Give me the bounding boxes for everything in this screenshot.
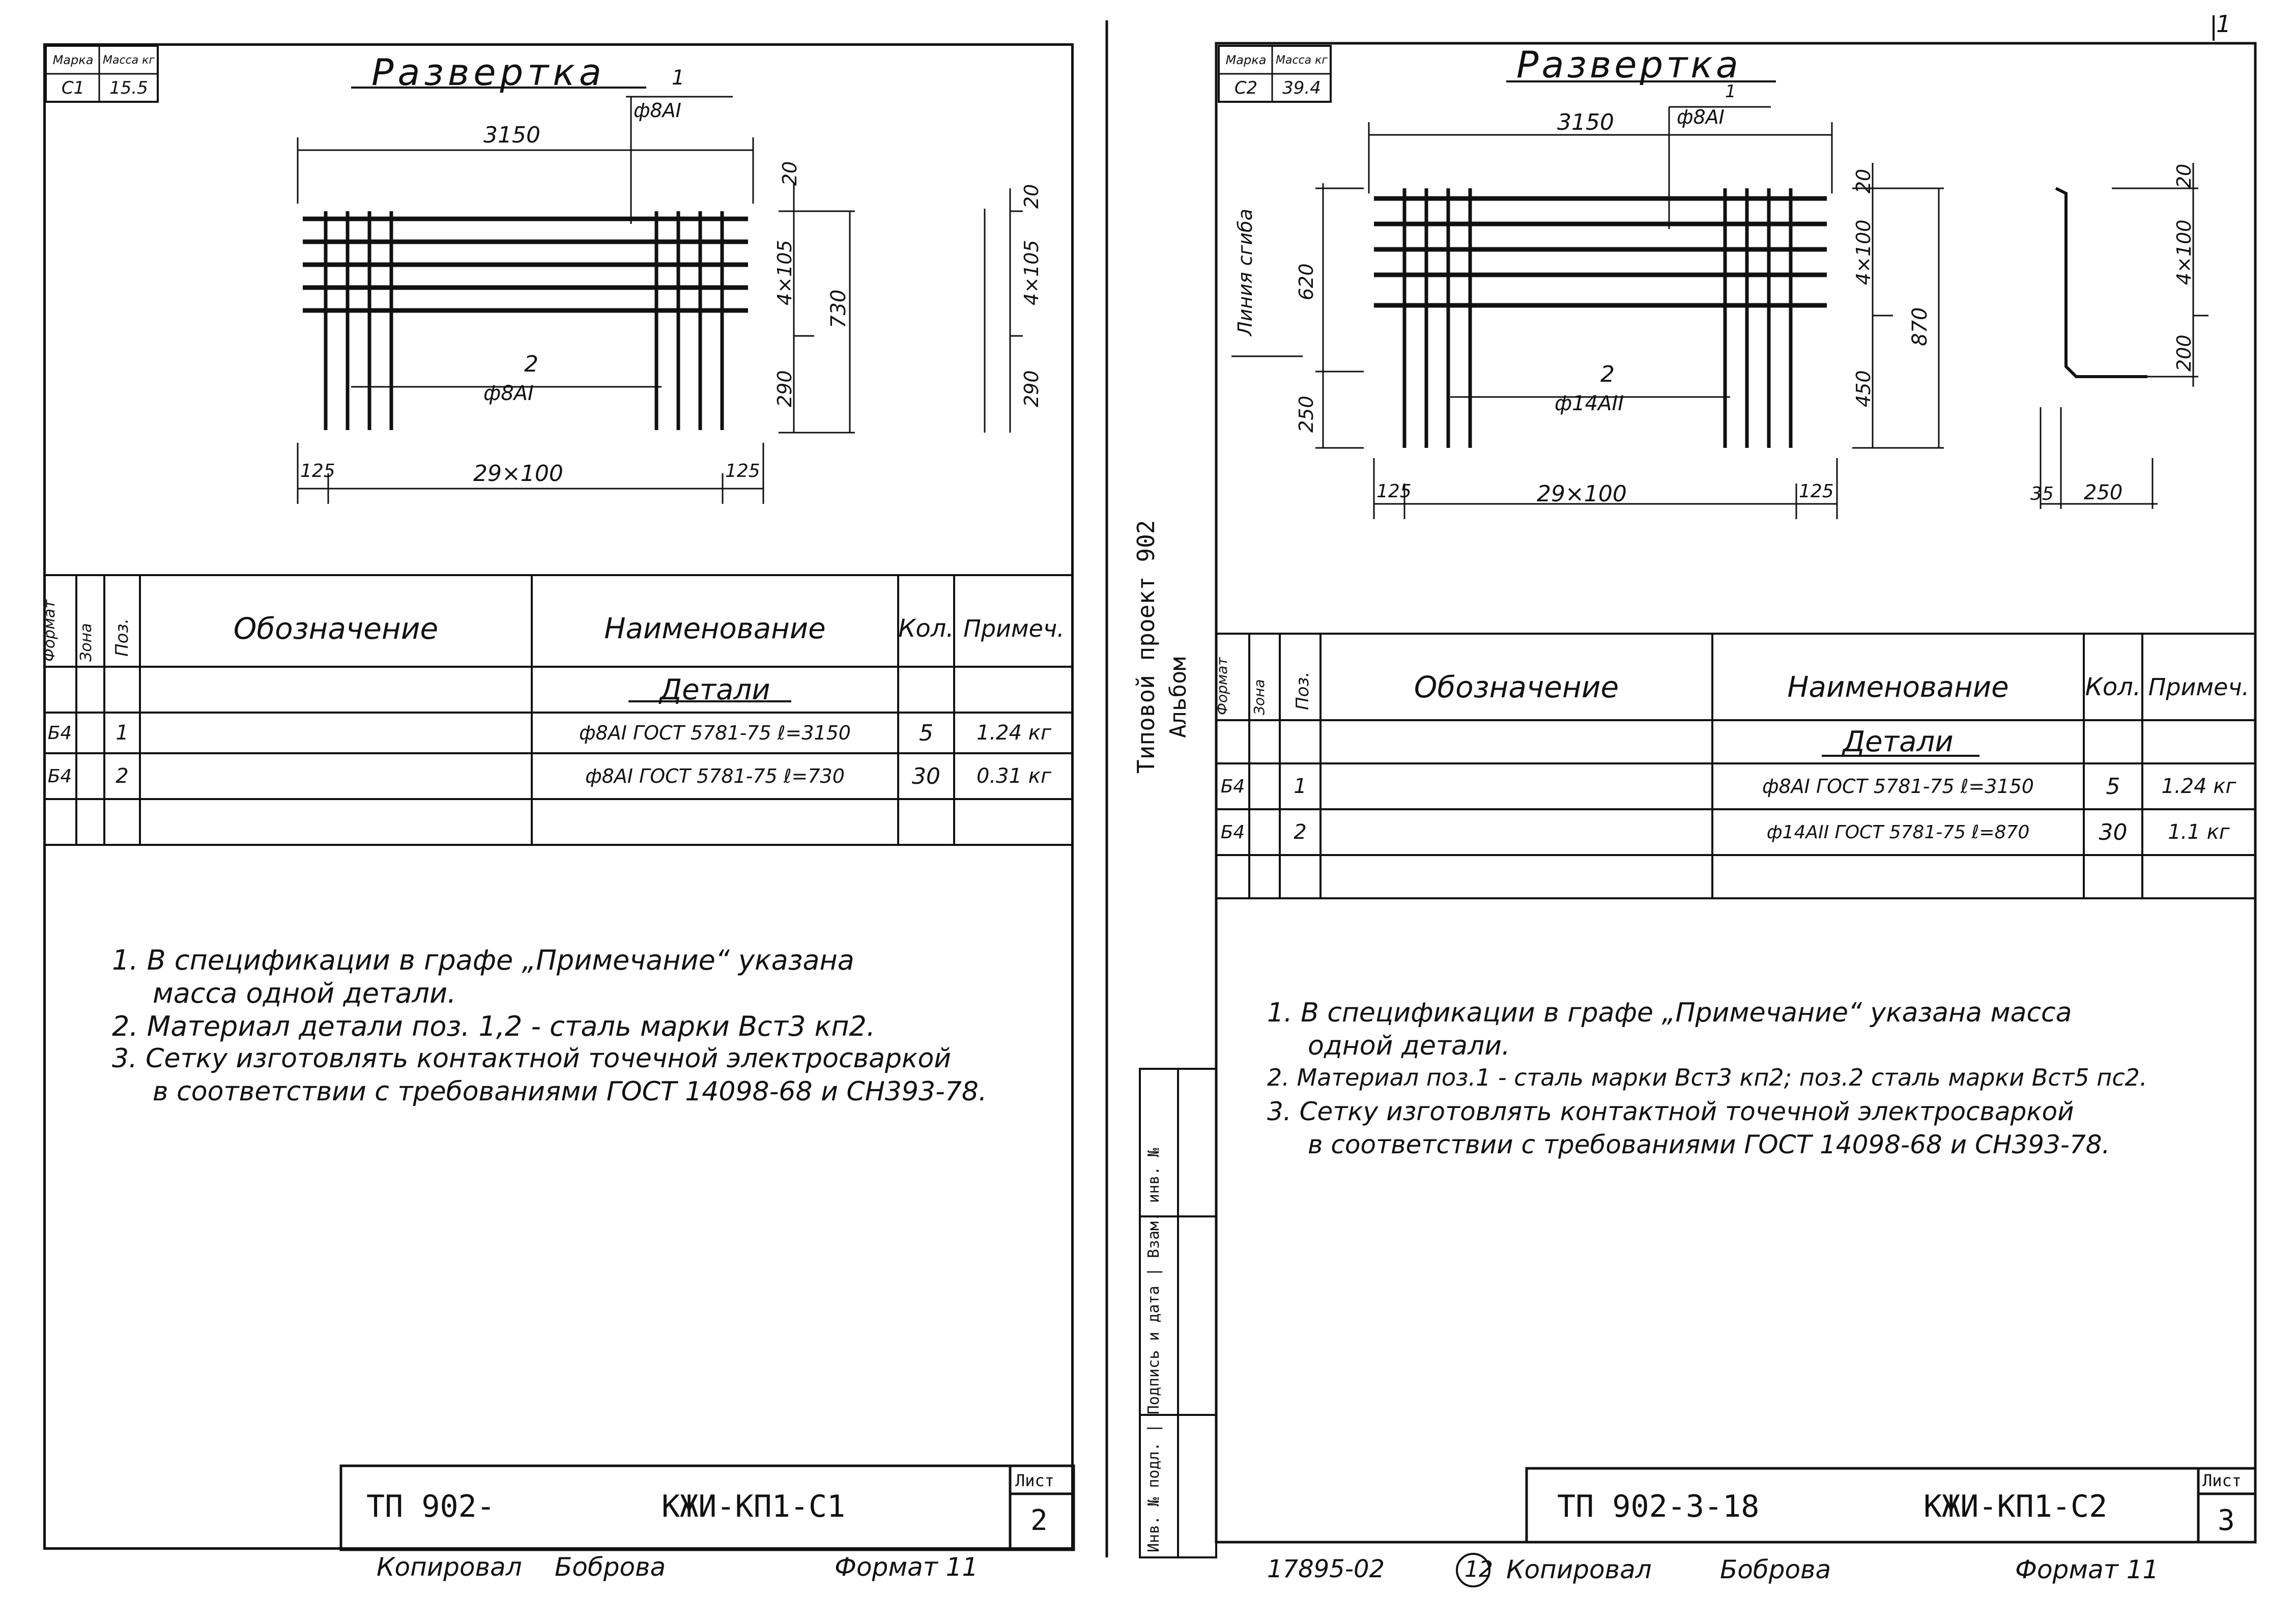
bar1-label: ф8АI [634,99,681,122]
dim-length-top: 3150 [483,122,540,148]
mark-header-r: Марка [1225,53,1267,67]
row2-pos: 2 [116,764,129,788]
note-1b: масса одной детали. [153,977,456,1009]
dim-r-bottom: 290 [773,370,796,407]
row2-qty-r: 30 [2099,819,2128,845]
dim-r-top-r: 20 [1852,168,1875,193]
th-note-r: Примеч. [2148,673,2250,701]
row1-note-r: 1.24 кг [2161,775,2236,798]
th-format-r: Формат [1214,657,1230,715]
dim-450: 450 [1852,370,1875,407]
section-label: Детали [659,673,770,706]
sec-spacing-r: 4×100 [2173,219,2195,285]
row1-name-r: ф8АI ГОСТ 5781-75 ℓ=3150 [1762,775,2034,798]
sec-bottom: 290 [1020,370,1043,407]
footer-name-r: Боброва [1720,1555,1831,1584]
spine-project: Типовой проект 902 [1132,520,1160,774]
tb-sheet-r: 3 [2218,1504,2235,1537]
th-pos-r: Поз. [1293,671,1313,710]
tb-code: ТП 902- [366,1489,495,1524]
th-designation: Обозначение [233,611,439,646]
tb-sheet-label: Лист [1015,1471,1055,1490]
note-3b-r: в соответствии с требованиями ГОСТ 14098-68 и СН393-78. [1308,1130,2110,1159]
sec-250: 250 [2084,481,2123,504]
row1-pos: 1 [116,721,129,745]
footer-copied-r: Копировал [1506,1555,1652,1584]
dim-r-spacing: 4×105 [773,240,796,305]
th-zone: Зона [77,623,95,662]
note-2: 2. Материал детали поз. 1,2 - сталь марки Вст3 кп2. [112,1010,876,1042]
drawing-title-r: Развертка [1516,43,1741,86]
footer-copied: Копировал [377,1552,522,1582]
note-3: 3. Сетку изготовлять контактной точечной электросваркой [112,1043,952,1074]
dim-length-top-r: 3150 [1557,109,1614,135]
th-pos: Поз. [112,618,132,657]
drawing-title: Развертка [371,51,606,94]
tb-doc-r: КЖИ-КП1-С2 [1924,1489,2108,1524]
th-format: Формат [41,600,59,662]
bar1-label-r: ф8АI [1677,106,1725,128]
bar2-label: ф8АI [483,382,534,405]
row1-format-r: Б4 [1220,776,1245,797]
tb-sheet-label-r: Лист [2202,1471,2242,1490]
note-3-r: 3. Сетку изготовлять контактной точечной электросваркой [1267,1097,2074,1126]
row1-qty-r: 5 [2106,773,2120,800]
corner-number: 1 [2216,10,2231,38]
th-qty-r: Кол. [2085,673,2141,701]
row1-qty: 5 [919,720,933,746]
dim-620: 620 [1295,263,1317,300]
dim-r-top: 20 [779,161,801,186]
row2-name: ф8АI ГОСТ 5781-75 ℓ=730 [585,765,845,787]
row2-format: Б4 [47,765,72,787]
dim-bot-right: 125 [725,461,760,481]
footer-name: Боброва [555,1552,666,1582]
th-note: Примеч. [963,615,1065,642]
row2-qty: 30 [912,763,940,789]
row1-pos-r: 1 [1294,775,1307,798]
sec-spacing: 4×105 [1020,240,1043,305]
mass-header-r: Масса кг [1276,53,1328,67]
note-1: 1. В спецификации в графе „Примечание“ указана [112,944,854,976]
row2-pos-r: 2 [1294,820,1307,844]
row1-name: ф8АI ГОСТ 5781-75 ℓ=3150 [579,722,851,744]
row2-format-r: Б4 [1220,821,1245,843]
th-designation-r: Обозначение [1414,670,1619,704]
dim-870: 870 [1908,307,1932,346]
dim-bot-mid: 29×100 [473,461,563,487]
note-1-r: 1. В спецификации в графе „Примечание“ указана масса [1267,998,2072,1028]
dim-250-left: 250 [1295,395,1317,433]
th-name-r: Наименование [1787,670,2009,704]
mark-header: Марка [52,53,94,67]
footer-format-r: Формат 11 [2015,1555,2159,1584]
dim-bot-mid-r: 29×100 [1537,481,1627,507]
spine-stamp: Инв. № подл. | Подпись и дата | Взам. инв. № [1145,1148,1163,1552]
mark-value-r: С2 [1234,78,1258,98]
bend-line-label: Линия сгиба [1234,208,1256,336]
dim-bot-left-r: 125 [1376,481,1412,502]
footer-circle-number: 12 [1465,1556,1493,1582]
th-zone-r: Зона [1251,679,1268,715]
note-2-r: 2. Материал поз.1 - сталь марки Вст3 кп2; поз.2 сталь марки Вст5 пс2. [1267,1064,2147,1091]
row2-note-r: 1.1 кг [2168,820,2230,844]
row2-note: 0.31 кг [977,764,1051,788]
note-1b-r: одной детали. [1308,1031,1510,1061]
note-3b: в соответствии с требованиями ГОСТ 14098-68 и СН393-78. [153,1076,987,1107]
row1-format: Б4 [47,722,72,744]
section-label-r: Детали [1843,725,1954,758]
sec-top: 20 [1020,184,1043,209]
spine-album: Альбом [1165,657,1191,738]
tb-doc: КЖИ-КП1-С1 [662,1489,846,1524]
mass-value-r: 39.4 [1282,78,1321,98]
row2-name-r: ф14АII ГОСТ 5781-75 ℓ=870 [1766,821,2030,843]
dim-r-spacing-r: 4×100 [1852,219,1875,285]
footer-format: Формат 11 [835,1552,979,1582]
footer-num: 17895-02 [1267,1555,1385,1583]
mark-value: С1 [61,78,85,98]
mass-value: 15.5 [109,78,148,98]
pos2-label: 2 [524,351,538,377]
tb-code-r: ТП 902-3-18 [1557,1489,1760,1524]
mass-header: Масса кг [103,53,155,67]
th-qty: Кол. [898,614,954,643]
sec-200: 200 [2173,334,2195,372]
pos1-label: 1 [672,66,685,90]
bar2-label-r: ф14АII [1555,392,1624,415]
dim-r-total: 730 [827,289,850,328]
dim-bot-left: 125 [300,461,335,481]
row1-note: 1.24 кг [977,721,1051,745]
sec-35: 35 [2030,484,2054,504]
pos1-label-r: 1 [1725,81,1736,102]
sec-top-r: 20 [2173,163,2195,188]
dim-bot-right-r: 125 [1799,481,1834,502]
th-name: Наименование [604,612,826,645]
pos2-label-r: 2 [1600,361,1615,387]
tb-sheet: 2 [1030,1504,1048,1537]
